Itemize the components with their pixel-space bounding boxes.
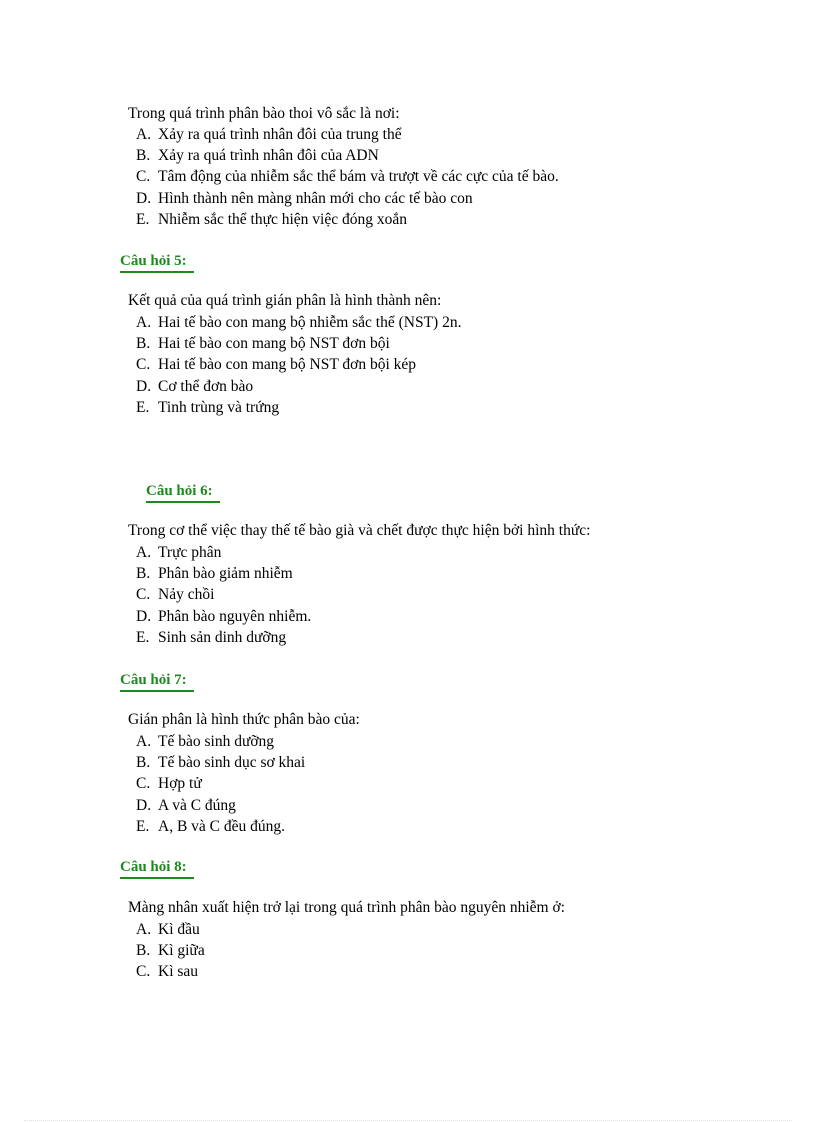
answer-options: [136, 124, 559, 230]
answer-option-c: C. Hợp tử: [136, 775, 202, 793]
answer-option-b: B. Kì giữa: [136, 942, 205, 960]
answer-options: [136, 731, 305, 837]
answer-options: [136, 919, 205, 983]
answer-option-e: E. Tinh trùng và trứng: [136, 398, 280, 416]
answer-option-a: A. Hai tế bào con mang bộ nhiễm sắc thể (NST) 2n.: [136, 314, 462, 331]
question-heading: Câu hỏi 8:: [120, 858, 194, 879]
answer-option-b: B. Xảy ra quá trình nhân đôi của ADN: [136, 147, 379, 165]
answer-options: [136, 542, 311, 648]
question-heading: Câu hỏi 7:: [120, 671, 194, 692]
answer-option-a: A. Kì đầu: [136, 921, 200, 938]
question-stem: Kết quả của quá trình gián phân là hình thành nên:: [128, 292, 442, 309]
answer-option-d: D. A và C đúng: [136, 796, 236, 814]
answer-option-e: E. Nhiễm sắc thể thực hiện việc đóng xoắn: [136, 210, 408, 228]
question-stem: Trong quá trình phân bào thoi vô sắc là nơi:: [128, 105, 400, 122]
answer-option-c: C. Hai tế bào con mang bộ NST đơn bội kép: [136, 356, 417, 374]
question-heading: Câu hỏi 5:: [120, 252, 194, 273]
answer-option-c: C. Tâm động của nhiễm sắc thể bám và trượt về các cực của tế bào.: [136, 168, 559, 186]
answer-option-e: E. Sinh sản dinh dưỡng: [136, 628, 287, 646]
answer-option-c: C. Nảy chồi: [136, 586, 215, 604]
answer-option-b: B. Phân bào giảm nhiễm: [136, 565, 293, 583]
answer-options: [136, 312, 461, 418]
question-stem: Màng nhân xuất hiện trở lại trong quá trình phân bào nguyên nhiễm ở:: [128, 899, 565, 916]
answer-option-d: D. Cơ thể đơn bào: [136, 377, 254, 395]
question-stem: Trong cơ thể việc thay thế tế bào già và chết được thực hiện bởi hình thức:: [128, 522, 591, 539]
answer-option-e: E. A, B và C đều đúng.: [136, 817, 286, 835]
answer-option-a: A. Xảy ra quá trình nhân đôi của trung thể: [136, 126, 402, 143]
question-heading: Câu hỏi 6:: [146, 482, 220, 503]
question-stem: Gián phân là hình thức phân bào của:: [128, 711, 360, 728]
answer-option-d: D. Phân bào nguyên nhiễm.: [136, 607, 312, 625]
answer-option-c: C. Kì sau: [136, 963, 199, 981]
answer-option-b: B. Tế bào sinh dục sơ khai: [136, 754, 306, 772]
page-bottom-divider: [24, 1120, 792, 1121]
answer-option-a: A. Trực phân: [136, 544, 222, 561]
answer-option-d: D. Hình thành nên màng nhân mới cho các tế bào con: [136, 189, 473, 207]
answer-option-b: B. Hai tế bào con mang bộ NST đơn bội: [136, 335, 390, 353]
answer-option-a: A. Tế bào sinh dưỡng: [136, 733, 275, 750]
